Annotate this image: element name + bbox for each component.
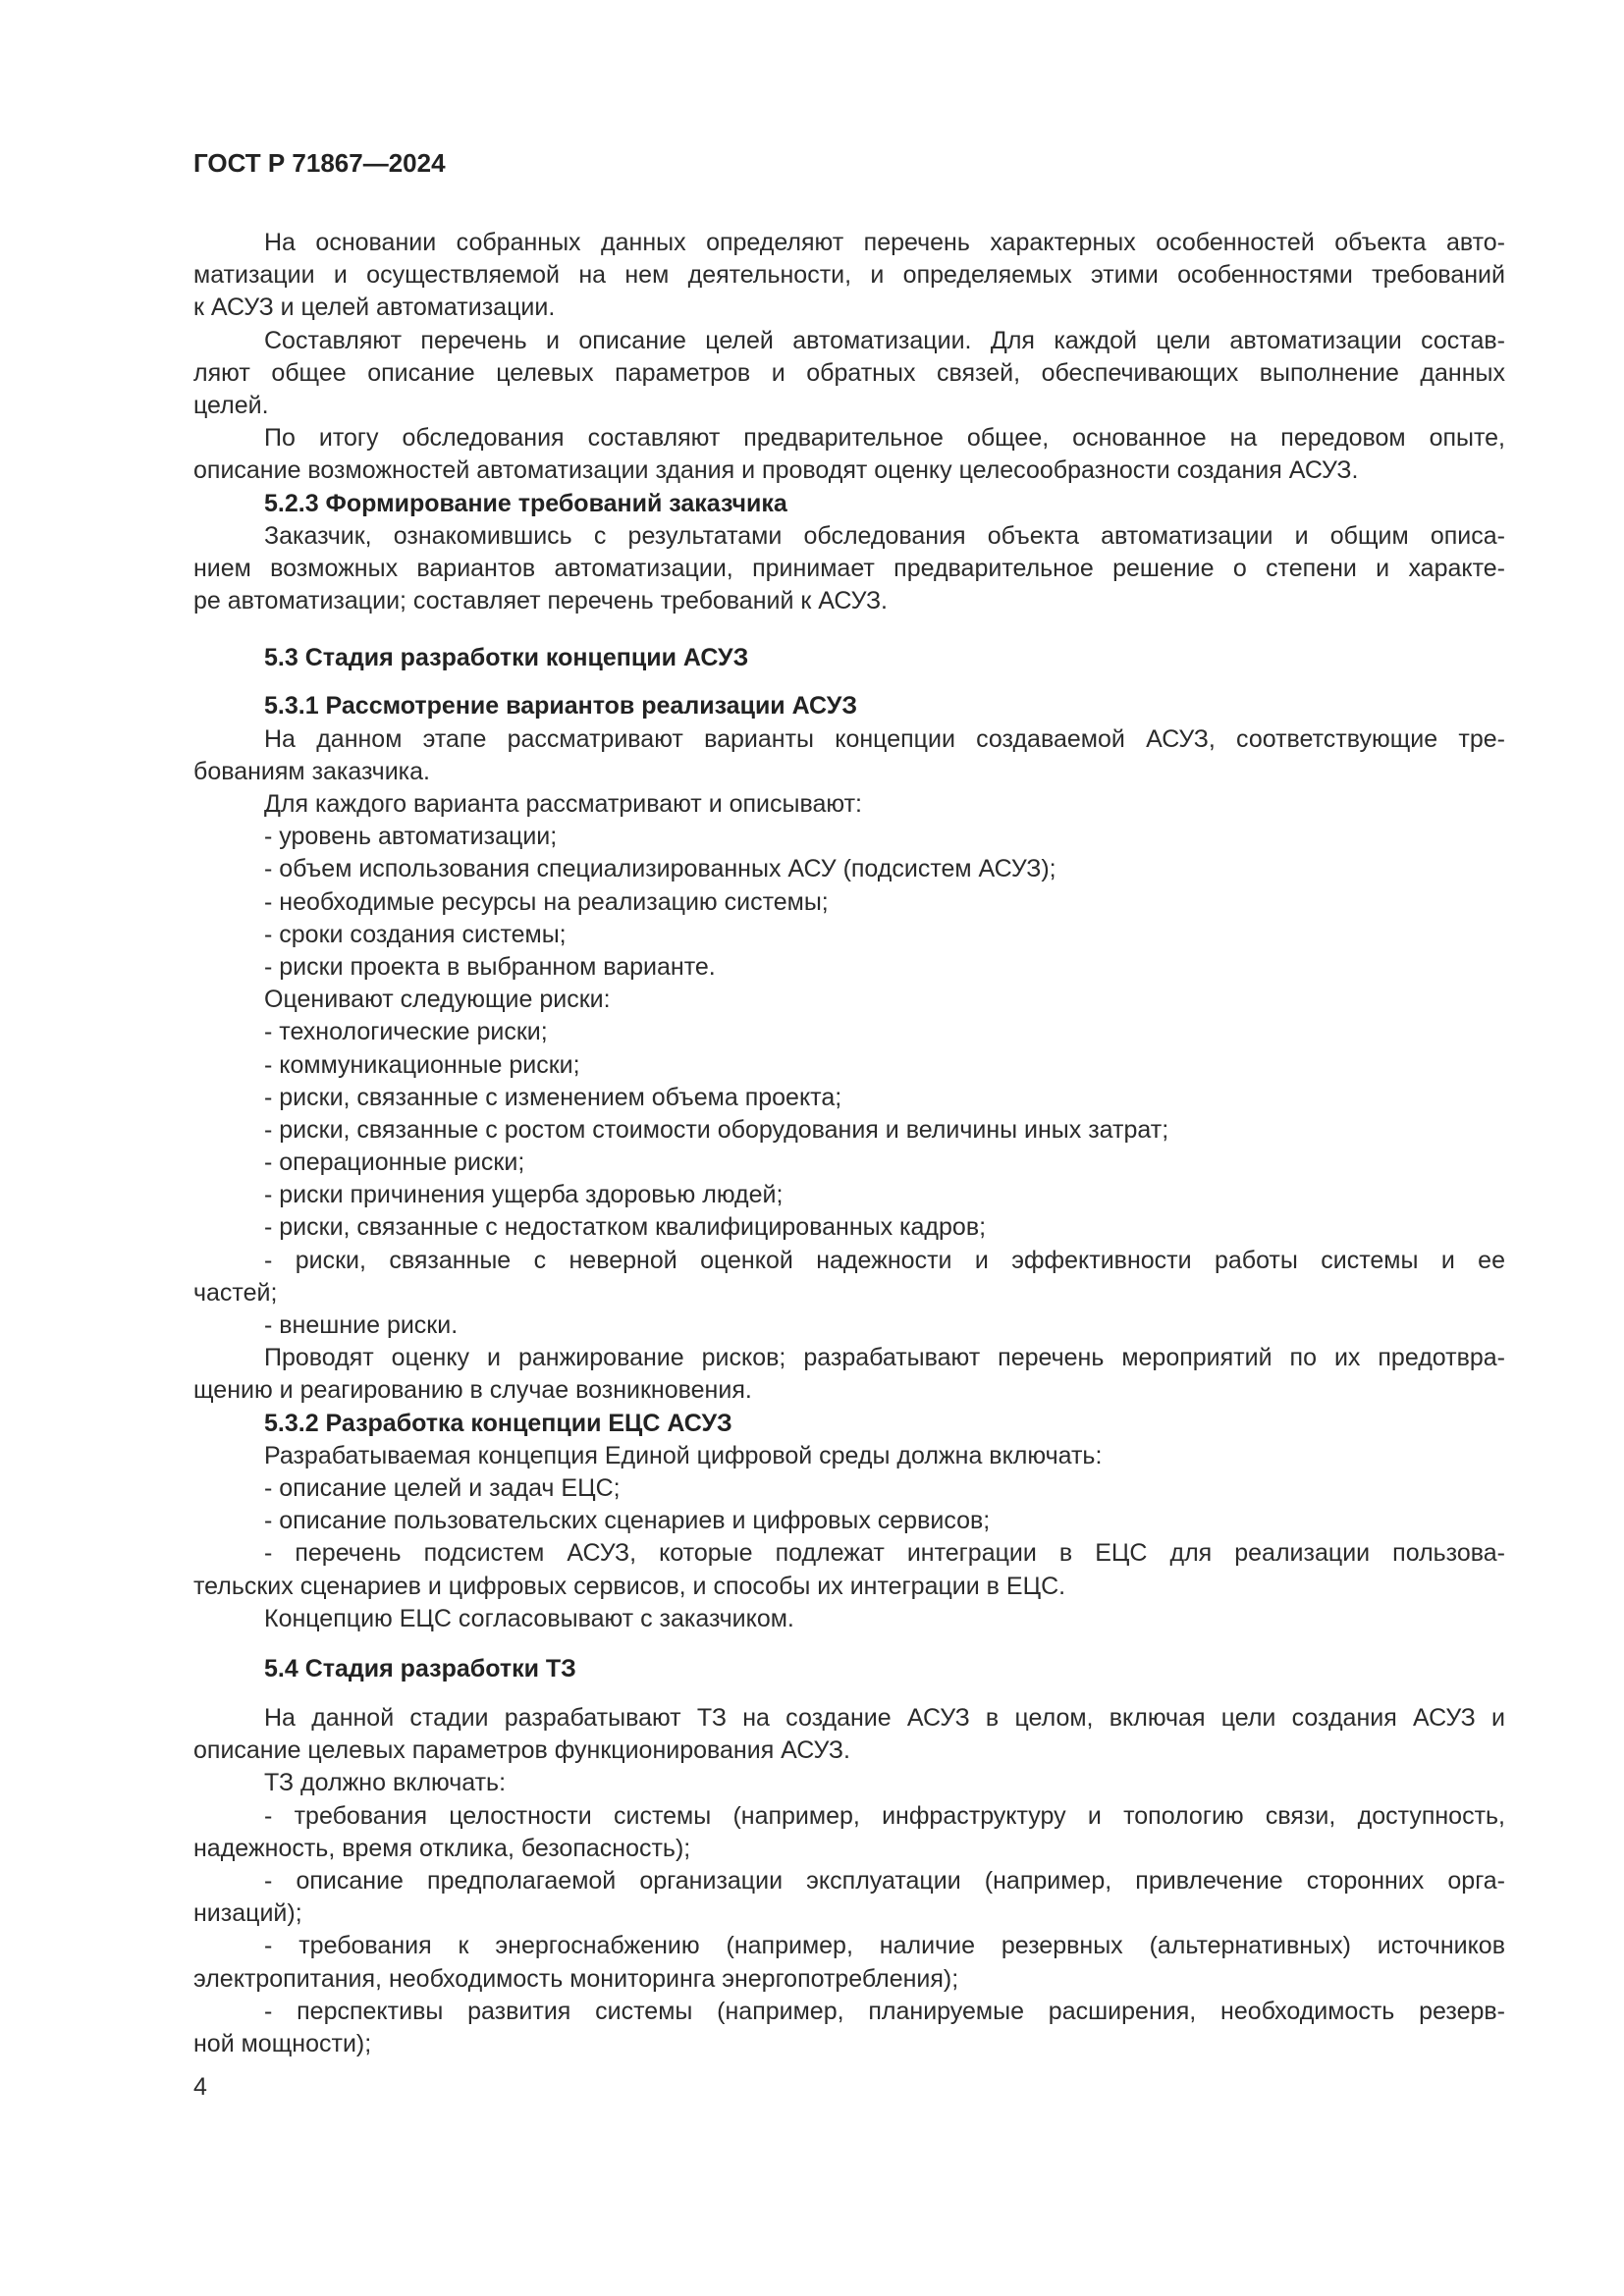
text-line: - описание предполагаемой организации эксплуатации (например, привлечение сторонних орга- bbox=[264, 1867, 1505, 1895]
list-item bbox=[193, 1865, 1505, 1930]
list-item: - риски, связанные с ростом стоимости оборудования и величины иных затрат; bbox=[264, 1115, 1169, 1144]
paragraph bbox=[193, 422, 1505, 487]
list-item: - описание пользовательских сценариев и цифровых сервисов; bbox=[264, 1507, 991, 1535]
text-line: надежность, время отклика, безопасность); bbox=[193, 1834, 691, 1862]
list-item bbox=[193, 1537, 1505, 1602]
page-number: 4 bbox=[193, 2073, 207, 2102]
tz-list bbox=[193, 1800, 1505, 2061]
text-line: Проводят оценку и ранжирование рисков; разрабатывают перечень мероприятий по их предотвра- bbox=[264, 1344, 1505, 1372]
list-item bbox=[193, 1245, 1505, 1309]
paragraph bbox=[193, 1702, 1505, 1767]
ecs-list bbox=[193, 1472, 1505, 1603]
paragraph bbox=[193, 1342, 1505, 1407]
text-line: электропитания, необходимость мониторинга энергопотребления); bbox=[193, 1964, 959, 1993]
text-line: По итогу обследования составляют предварительное общее, основанное на передовом опыте, bbox=[264, 424, 1505, 453]
list-item: - операционные риски; bbox=[264, 1148, 525, 1177]
paragraph: Разрабатываемая концепция Единой цифровой среды должна включать: bbox=[264, 1441, 1103, 1469]
list-item: - технологические риски; bbox=[264, 1018, 548, 1046]
text-line: - требования целостности системы (например, инфраструктуру и топологию связи, доступность, bbox=[264, 1801, 1505, 1830]
section-heading-5-4: 5.4 Стадия разработки ТЗ bbox=[264, 1654, 576, 1682]
document-header: ГОСТ Р 71867—2024 bbox=[193, 148, 446, 178]
list-item bbox=[193, 1996, 1505, 2060]
list-item: - объем использования специализированных АСУ (подсистем АСУЗ); bbox=[264, 855, 1056, 883]
text-line: тельских сценариев и цифровых сервисов, и способы их интеграции в ЕЦС. bbox=[193, 1572, 1066, 1600]
list-item: - необходимые ресурсы на реализацию системы; bbox=[264, 887, 829, 916]
text-line: - перечень подсистем АСУЗ, которые подлежат интеграции в ЕЦС для реализации пользова- bbox=[264, 1539, 1505, 1568]
text-line: матизации и осуществляемой на нем деятельности, и определяемых этими особенностями требований bbox=[193, 261, 1505, 290]
risk-list bbox=[193, 1016, 1505, 1342]
list-item: - описание целей и задач ЕЦС; bbox=[264, 1473, 621, 1502]
document-page bbox=[193, 147, 1505, 2104]
text-line: На основании собранных данных определяют перечень характерных особенностей объекта авто- bbox=[264, 229, 1505, 256]
paragraph: Концепцию ЕЦС согласовывают с заказчиком. bbox=[264, 1604, 794, 1632]
text-line: ляют общее описание целевых параметров и обратных связей, обеспечивающих выполнение данных bbox=[193, 358, 1505, 387]
text-line: описание целевых параметров функционирования АСУЗ. bbox=[193, 1736, 850, 1765]
text-line: ре автоматизации; составляет перечень требований к АСУЗ. bbox=[193, 587, 889, 615]
text-line: - риски, связанные с неверной оценкой надежности и эффективности работы системы и ее bbox=[264, 1246, 1505, 1274]
paragraph bbox=[193, 520, 1505, 618]
list-item: - внешние риски. bbox=[264, 1311, 459, 1339]
paragraph bbox=[193, 723, 1505, 788]
section-heading-5-3-2: 5.3.2 Разработка концепции ЕЦС АСУЗ bbox=[264, 1409, 732, 1437]
paragraph: Для каждого варианта рассматривают и описывают: bbox=[264, 790, 862, 818]
list-item: - риски, связанные с изменением объема проекта; bbox=[264, 1083, 842, 1111]
variant-list bbox=[193, 821, 1505, 984]
text-line: Составляют перечень и описание целей автоматизации. Для каждой цели автоматизации состав- bbox=[264, 326, 1505, 354]
section-heading-5-2-3: 5.2.3 Формирование требований заказчика bbox=[264, 489, 787, 517]
text-line: На данной стадии разрабатывают ТЗ на создание АСУЗ в целом, включая цели создания АСУЗ и bbox=[264, 1704, 1505, 1733]
text-line: - требования к энергоснабжению (например, наличие резервных (альтернативных) источников bbox=[264, 1932, 1505, 1960]
text-line: низаций); bbox=[193, 1899, 302, 1928]
text-line: - перспективы развития системы (например, планируемые расширения, необходимость резерв- bbox=[264, 1997, 1505, 2025]
list-item: - риски проекта в выбранном варианте. bbox=[264, 952, 716, 981]
text-line: бованиям заказчика. bbox=[193, 757, 431, 785]
text-line: описание возможностей автоматизации здания и проводят оценку целесообразности создания АСУЗ. bbox=[193, 456, 1359, 485]
paragraph: ТЗ должно включать: bbox=[264, 1769, 507, 1797]
list-item: - коммуникационные риски; bbox=[264, 1050, 580, 1079]
paragraph bbox=[193, 227, 1505, 325]
text-line: нием возможных вариантов автоматизации, принимает предварительное решение о степени и характе- bbox=[193, 554, 1505, 582]
section-heading-5-3-1: 5.3.1 Рассмотрение вариантов реализации АСУЗ bbox=[264, 692, 857, 721]
list-item: - уровень автоматизации; bbox=[264, 823, 558, 851]
text-line: Заказчик, ознакомившись с результатами обследования объекта автоматизации и общим описа- bbox=[264, 521, 1505, 550]
paragraph bbox=[193, 325, 1505, 423]
text-line: к АСУЗ и целей автоматизации. bbox=[193, 294, 556, 322]
paragraph: Оценивают следующие риски: bbox=[264, 986, 611, 1014]
text-line: На данном этапе рассматривают варианты концепции создаваемой АСУЗ, соответствующие тре- bbox=[264, 724, 1505, 753]
list-item: - сроки создания системы; bbox=[264, 920, 567, 948]
list-item: - риски, связанные с недостатком квалифицированных кадров; bbox=[264, 1213, 987, 1242]
list-item bbox=[193, 1800, 1505, 1865]
text-line: щению и реагированию в случае возникновения. bbox=[193, 1376, 752, 1405]
text-line: целей. bbox=[193, 391, 269, 419]
section-heading-5-3: 5.3 Стадия разработки концепции АСУЗ bbox=[264, 644, 749, 672]
list-item bbox=[193, 1930, 1505, 1995]
list-item: - риски причинения ущерба здоровью людей; bbox=[264, 1181, 784, 1209]
text-line: ной мощности); bbox=[193, 2029, 372, 2057]
text-line: частей; bbox=[193, 1278, 278, 1307]
